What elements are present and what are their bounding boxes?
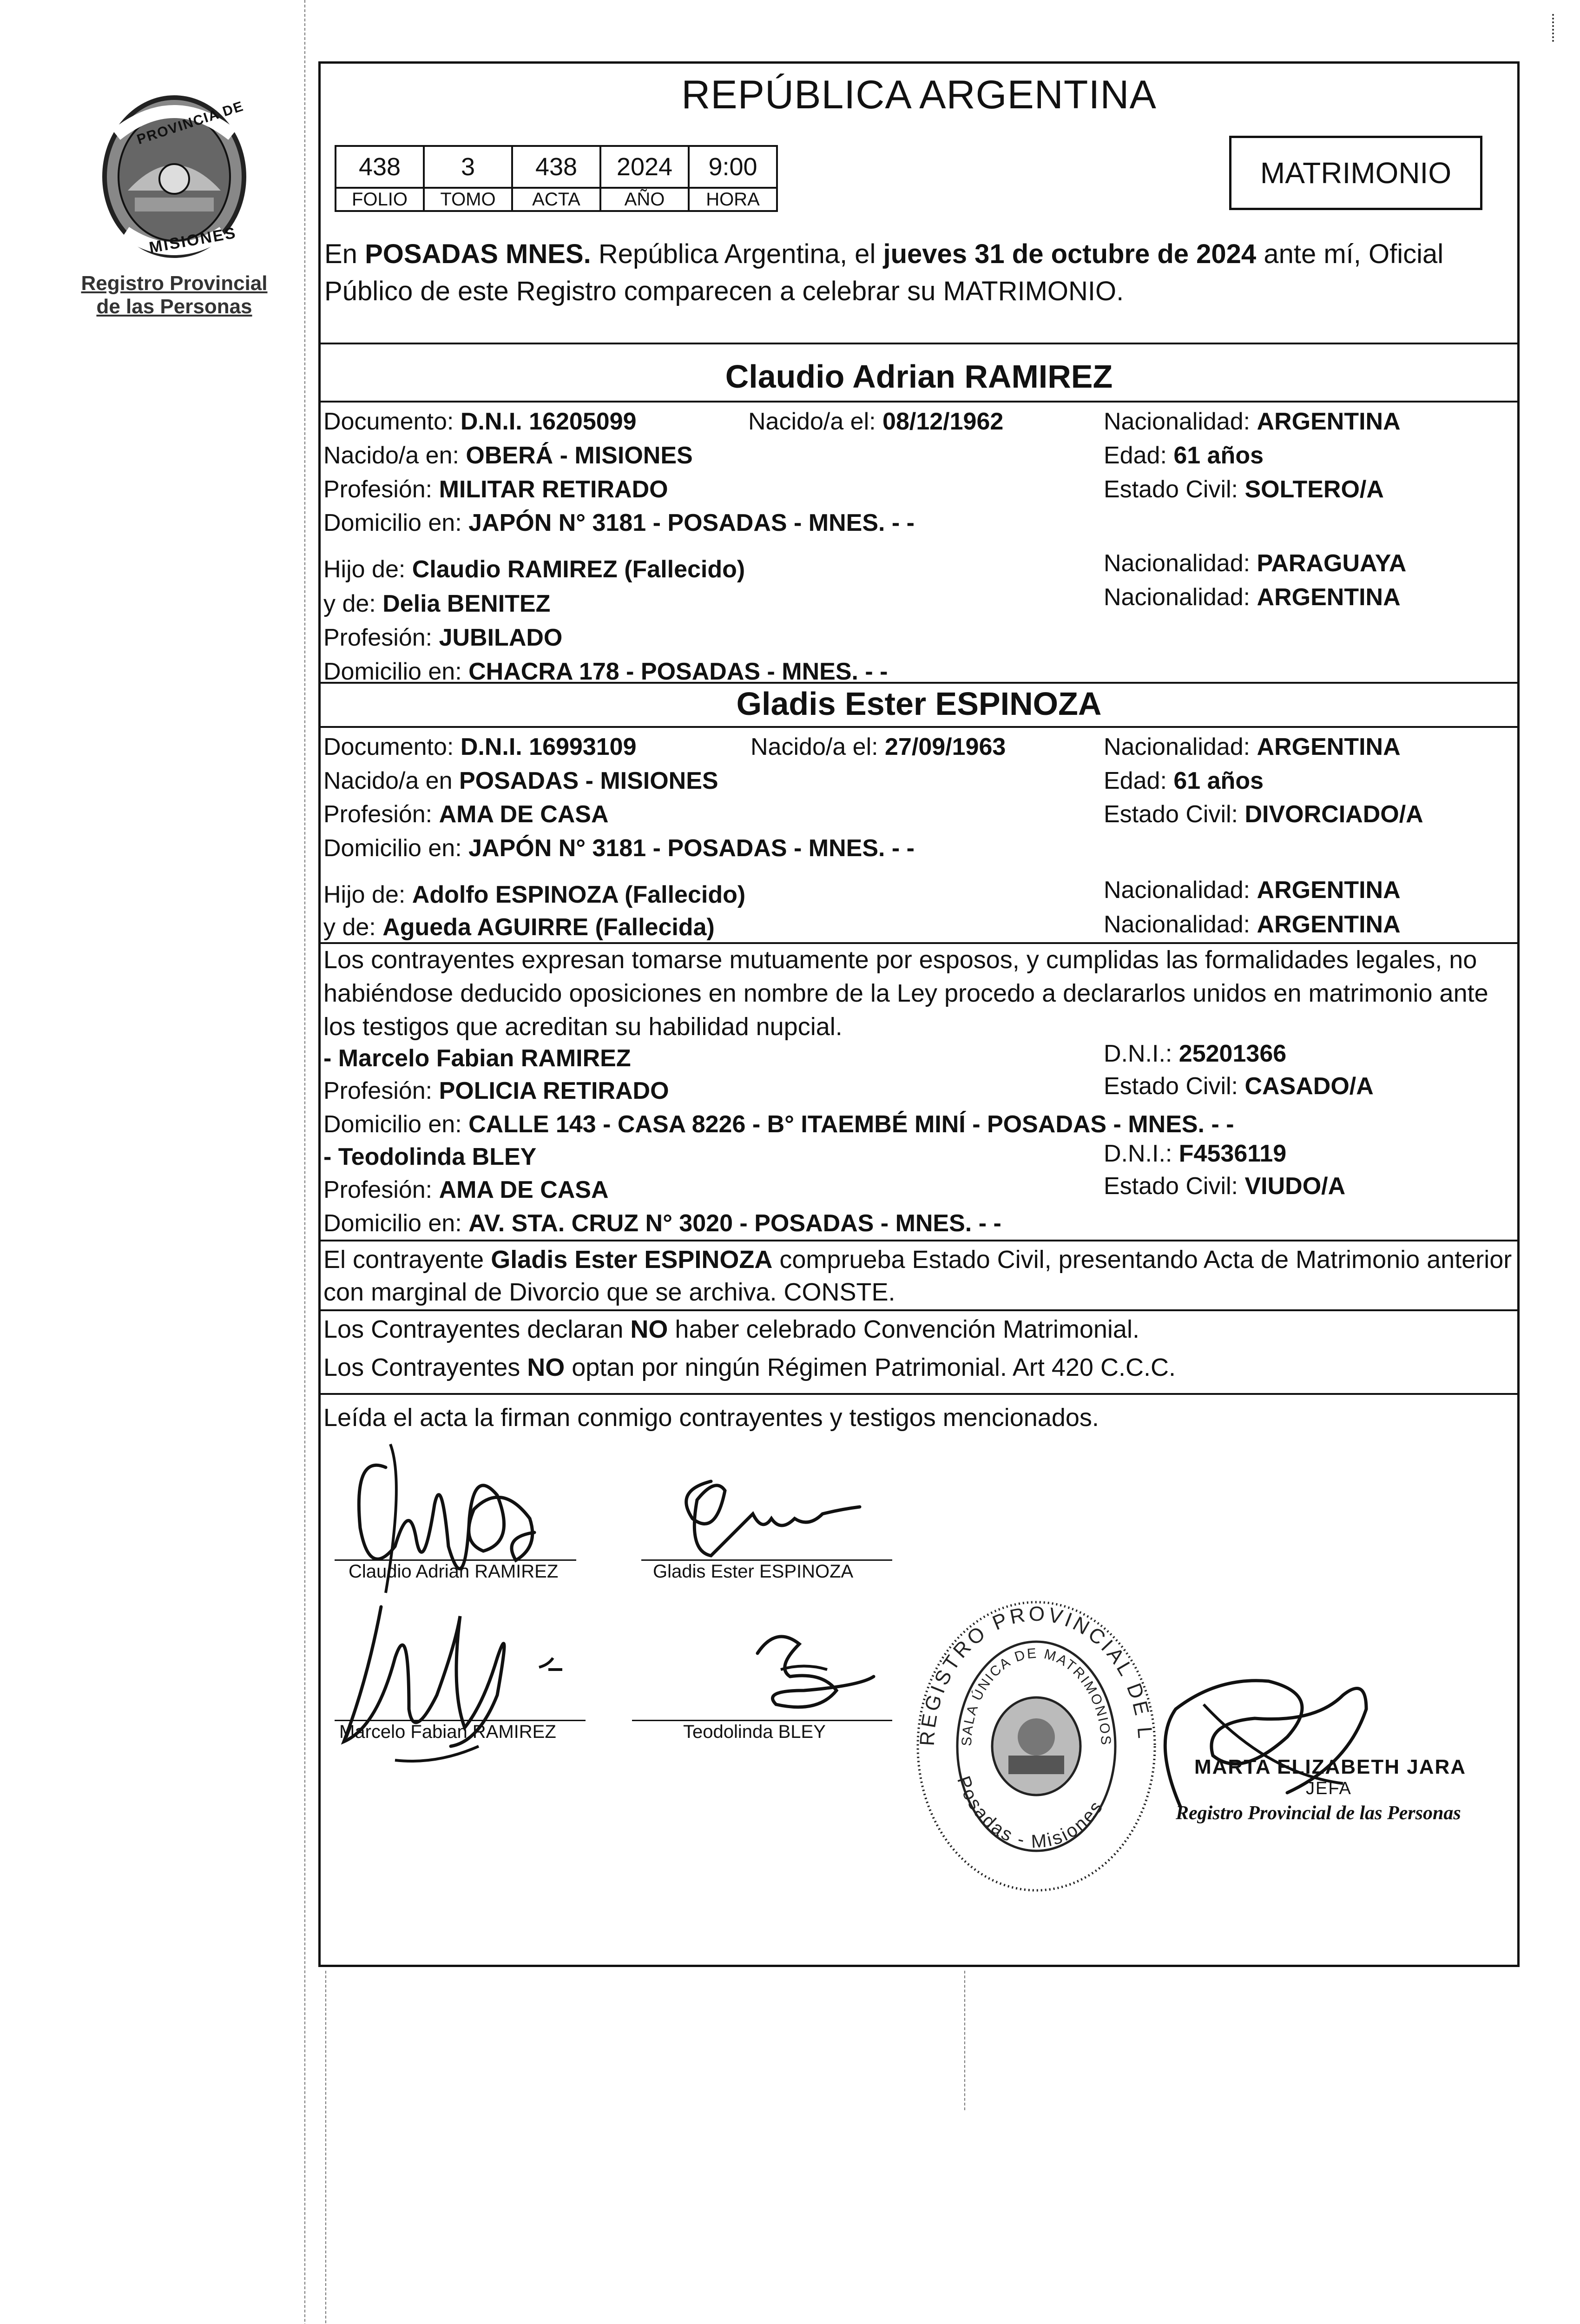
label: y de: xyxy=(323,914,383,941)
witness-2-address xyxy=(323,1209,1001,1237)
value: 25201366 xyxy=(1178,1040,1287,1067)
label: Nacionalidad: xyxy=(1104,733,1257,760)
text: haber celebrado Convención Matrimonial. xyxy=(668,1315,1139,1343)
label: Domicilio en: xyxy=(323,1210,469,1237)
value: Adolfo ESPINOZA (Fallecido) xyxy=(412,881,746,908)
label: Estado Civil: xyxy=(1104,801,1245,828)
folio-value: 438 xyxy=(336,146,424,188)
witness-1-profession xyxy=(323,1077,669,1105)
witness-2-signature-line xyxy=(632,1720,892,1721)
label: D.N.I.: xyxy=(1104,1040,1179,1067)
official-role: JEFA xyxy=(1306,1779,1352,1798)
label: Nacido/a en: xyxy=(323,442,466,469)
label: Nacionalidad: xyxy=(1104,911,1257,938)
tomo-label: TOMO xyxy=(424,188,512,211)
intro-text-3: ante mí, Oficial Público de este Registro comparecen a celebrar su MATRIMONIO. xyxy=(324,239,1444,306)
value: 27/09/1963 xyxy=(885,733,1006,760)
registry-logo xyxy=(81,84,268,344)
value: POSADAS - MISIONES xyxy=(459,767,718,794)
intro-text-2: República Argentina, el xyxy=(591,239,883,269)
bride-profession xyxy=(323,800,609,828)
witness-1-civil-status xyxy=(1104,1072,1374,1100)
value: ARGENTINA xyxy=(1257,584,1401,611)
divorce-note-text-1: El contrayente xyxy=(323,1246,491,1274)
bride-mother-nationality xyxy=(1104,911,1401,938)
value: JAPÓN N° 3181 - POSADAS - MNES. - - xyxy=(468,509,915,536)
anio-value: 2024 xyxy=(600,146,689,188)
section-divider xyxy=(321,682,1517,684)
groom-age xyxy=(1104,442,1264,469)
value: D.N.I. 16993109 xyxy=(460,733,637,760)
bride-name: Gladis Ester ESPINOZA xyxy=(736,686,1102,722)
bride-father xyxy=(323,881,745,909)
label: Nacionalidad: xyxy=(1104,877,1257,904)
label: Profesión: xyxy=(323,1176,439,1203)
stamp-ring-top-text: REGISTRO PROVINCIAL DE L xyxy=(915,1602,1157,1747)
witness-1-name xyxy=(323,1044,631,1072)
value: AMA DE CASA xyxy=(439,801,609,828)
bride-signature xyxy=(646,1463,869,1565)
value: AMA DE CASA xyxy=(439,1176,609,1203)
bride-father-nationality xyxy=(1104,876,1401,904)
value: 08/12/1962 xyxy=(882,408,1004,435)
groom-parents-profession xyxy=(323,624,562,652)
value: ARGENTINA xyxy=(1257,877,1401,904)
folio-label: FOLIO xyxy=(336,188,424,211)
act-type-box: MATRIMONIO xyxy=(1229,136,1482,210)
witness-2-signature-name: Teodolinda BLEY xyxy=(683,1722,826,1742)
seal-top-text: PROVINCIA DE xyxy=(135,98,246,148)
logo-caption-line1: Registro Provincial xyxy=(81,272,268,295)
text: Los Contrayentes xyxy=(323,1353,527,1381)
groom-name: Claudio Adrian RAMIREZ xyxy=(725,358,1113,395)
groom-signature-name: Claudio Adrian RAMIREZ xyxy=(349,1561,559,1582)
label: Profesión: xyxy=(323,1077,439,1104)
label: Edad: xyxy=(1104,442,1174,469)
label: Domicilio en: xyxy=(323,1111,469,1138)
official-name: MARTA ELIZABETH JARA xyxy=(1194,1756,1467,1778)
groom-signature-line xyxy=(335,1559,576,1561)
logo-caption-line2: de las Personas xyxy=(96,295,252,318)
witness-1-signature-name: Marcelo Fabian RAMIREZ xyxy=(339,1722,556,1742)
corner-mark xyxy=(1552,14,1557,42)
witness-1-address xyxy=(323,1110,1234,1138)
intro-city: POSADAS MNES. xyxy=(365,239,591,269)
bride-nationality xyxy=(1104,733,1401,761)
bride-address xyxy=(323,834,915,862)
groom-birthdate xyxy=(748,408,1003,436)
document-title: REPÚBLICA ARGENTINA xyxy=(681,73,1157,117)
label: Domicilio en: xyxy=(323,658,469,685)
label: Nacionalidad: xyxy=(1104,550,1257,577)
intro-text-1: En xyxy=(324,239,365,269)
value: Delia BENITEZ xyxy=(382,590,551,617)
stamp-ring-inner-text: SALA ÚNICA DE MATRIMONIOS xyxy=(959,1645,1114,1747)
negation: NO xyxy=(527,1353,565,1381)
groom-profession xyxy=(323,475,668,503)
section-divider xyxy=(321,343,1517,344)
value: ARGENTINA xyxy=(1257,911,1401,938)
value: CASADO/A xyxy=(1244,1073,1374,1100)
official-office: Registro Provincial de las Personas xyxy=(1176,1802,1461,1824)
section-divider xyxy=(321,726,1517,728)
label: Profesión: xyxy=(323,624,439,651)
acta-value: 438 xyxy=(512,146,600,188)
divorce-note-text-2: comprueba Estado Civil, presentando Acta de Matrimonio anterior con marginal de Divorcio que se archiva. CONSTE. xyxy=(323,1246,1512,1306)
value: JAPÓN N° 3181 - POSADAS - MNES. - - xyxy=(468,835,915,862)
bride-age xyxy=(1104,767,1264,795)
label: y de: xyxy=(323,590,383,617)
bride-document xyxy=(323,733,637,761)
witness-1-dni xyxy=(1104,1040,1286,1068)
intro-paragraph xyxy=(324,236,1514,310)
official-stamp xyxy=(906,1584,1166,1909)
seal-bottom-text: MISIONES xyxy=(148,224,238,257)
stamp-seal-icon xyxy=(906,1584,1166,1909)
label: Hijo de: xyxy=(323,881,412,908)
section-divider xyxy=(321,1309,1517,1311)
label: Documento: xyxy=(323,408,461,435)
bride-civil-status xyxy=(1104,800,1423,828)
center-fold-guide xyxy=(964,1971,965,2110)
value: JUBILADO xyxy=(439,624,563,651)
text: optan por ningún Régimen Patrimonial. Art 420 C.C.C. xyxy=(565,1353,1176,1381)
groom-mother-nationality xyxy=(1104,583,1401,611)
label: Nacido/a el: xyxy=(748,408,883,435)
groom-civil-status xyxy=(1104,475,1384,503)
closing-statement: Leída el acta la firman conmigo contrayentes y testigos mencionados. xyxy=(323,1404,1099,1432)
value: MILITAR RETIRADO xyxy=(439,476,668,503)
bride-signature-name: Gladis Ester ESPINOZA xyxy=(653,1561,854,1582)
value: 61 años xyxy=(1173,442,1264,469)
value: VIUDO/A xyxy=(1244,1173,1346,1200)
bride-signature-line xyxy=(641,1559,892,1561)
registry-fields-table xyxy=(335,145,778,212)
groom-nationality xyxy=(1104,408,1401,436)
declaration-paragraph: Los contrayentes expresan tomarse mutuamente por esposos, y cumplidas las formalidades legales, no habiéndose deducido oposiciones en nombre de la Ley procedo a declararlos unidos en matrimonio ante los testigos que acreditan su habilidad nupcial. xyxy=(323,946,1488,1041)
witness-2-civil-status xyxy=(1104,1172,1345,1200)
divorce-note-name: Gladis Ester ESPINOZA xyxy=(491,1246,773,1274)
margin-guide-inner xyxy=(325,1971,326,2324)
text: Los Contrayentes declaran xyxy=(323,1315,631,1343)
intro-date: jueves 31 de octubre de 2024 xyxy=(883,239,1257,269)
value: OBERÁ - MISIONES xyxy=(466,442,693,469)
bride-birthplace xyxy=(323,767,718,795)
witness-2-profession xyxy=(323,1176,609,1204)
hora-label: HORA xyxy=(689,188,777,211)
regime-statement xyxy=(323,1351,1176,1384)
label: Nacido/a el: xyxy=(750,733,885,760)
label: Documento: xyxy=(323,733,461,760)
bride-birthdate xyxy=(750,733,1006,761)
value: CHACRA 178 - POSADAS - MNES. - - xyxy=(468,658,888,685)
acta-label: ACTA xyxy=(512,188,600,211)
groom-parents-address xyxy=(323,658,888,686)
witness-1-signature-line xyxy=(335,1720,586,1721)
label: D.N.I.: xyxy=(1104,1140,1179,1167)
groom-address xyxy=(323,509,915,537)
label: Nacionalidad: xyxy=(1104,408,1257,435)
value: Agueda AGUIRRE (Fallecida) xyxy=(382,914,715,941)
value: - Teodolinda BLEY xyxy=(323,1143,537,1170)
label: Profesión: xyxy=(323,801,439,828)
tomo-value: 3 xyxy=(424,146,512,188)
value: DIVORCIADO/A xyxy=(1244,801,1423,828)
value: AV. STA. CRUZ N° 3020 - POSADAS - MNES. - - xyxy=(468,1210,1001,1237)
value: 61 años xyxy=(1173,767,1264,794)
label: Edad: xyxy=(1104,767,1174,794)
margin-guide-left xyxy=(304,0,305,2324)
label: Nacido/a en xyxy=(323,767,459,794)
value: Claudio RAMIREZ (Fallecido) xyxy=(412,556,745,583)
groom-father xyxy=(323,555,745,583)
label: Nacionalidad: xyxy=(1104,584,1257,611)
stamp-ring-bottom-text: Posadas - Misiones xyxy=(953,1773,1108,1852)
section-divider xyxy=(321,1240,1517,1241)
section-divider xyxy=(321,401,1517,403)
official-signature xyxy=(1148,1667,1408,1816)
hora-value: 9:00 xyxy=(689,146,777,188)
label: Hijo de: xyxy=(323,556,412,583)
label: Domicilio en: xyxy=(323,835,469,862)
convention-statement xyxy=(323,1313,1139,1346)
groom-birthplace xyxy=(323,442,693,469)
value: - Marcelo Fabian RAMIREZ xyxy=(323,1045,631,1072)
witness-2-name xyxy=(323,1143,536,1171)
witness-2-signature xyxy=(720,1625,915,1718)
negation: NO xyxy=(630,1315,668,1343)
bride-mother xyxy=(323,913,715,941)
label: Estado Civil: xyxy=(1104,1173,1245,1200)
value: D.N.I. 16205099 xyxy=(460,408,637,435)
value: PARAGUAYA xyxy=(1257,550,1407,577)
groom-document xyxy=(323,408,637,436)
value: CALLE 143 - CASA 8226 - B° ITAEMBÉ MINÍ - POSADAS - MNES. - - xyxy=(468,1111,1234,1138)
value: POLICIA RETIRADO xyxy=(439,1077,669,1104)
groom-father-nationality xyxy=(1104,549,1406,577)
divorce-note-paragraph xyxy=(323,1243,1515,1308)
label: Domicilio en: xyxy=(323,509,469,536)
value: ARGENTINA xyxy=(1257,408,1401,435)
label: Estado Civil: xyxy=(1104,476,1245,503)
witness-2-dni xyxy=(1104,1140,1286,1168)
value: SOLTERO/A xyxy=(1244,476,1384,503)
value: F4536119 xyxy=(1178,1140,1287,1167)
label: Profesión: xyxy=(323,476,439,503)
section-divider xyxy=(321,1393,1517,1395)
marriage-certificate xyxy=(318,61,1520,1967)
anio-label: AÑO xyxy=(600,188,689,211)
value: ARGENTINA xyxy=(1257,733,1401,760)
groom-mother xyxy=(323,590,550,618)
label: Estado Civil: xyxy=(1104,1073,1245,1100)
